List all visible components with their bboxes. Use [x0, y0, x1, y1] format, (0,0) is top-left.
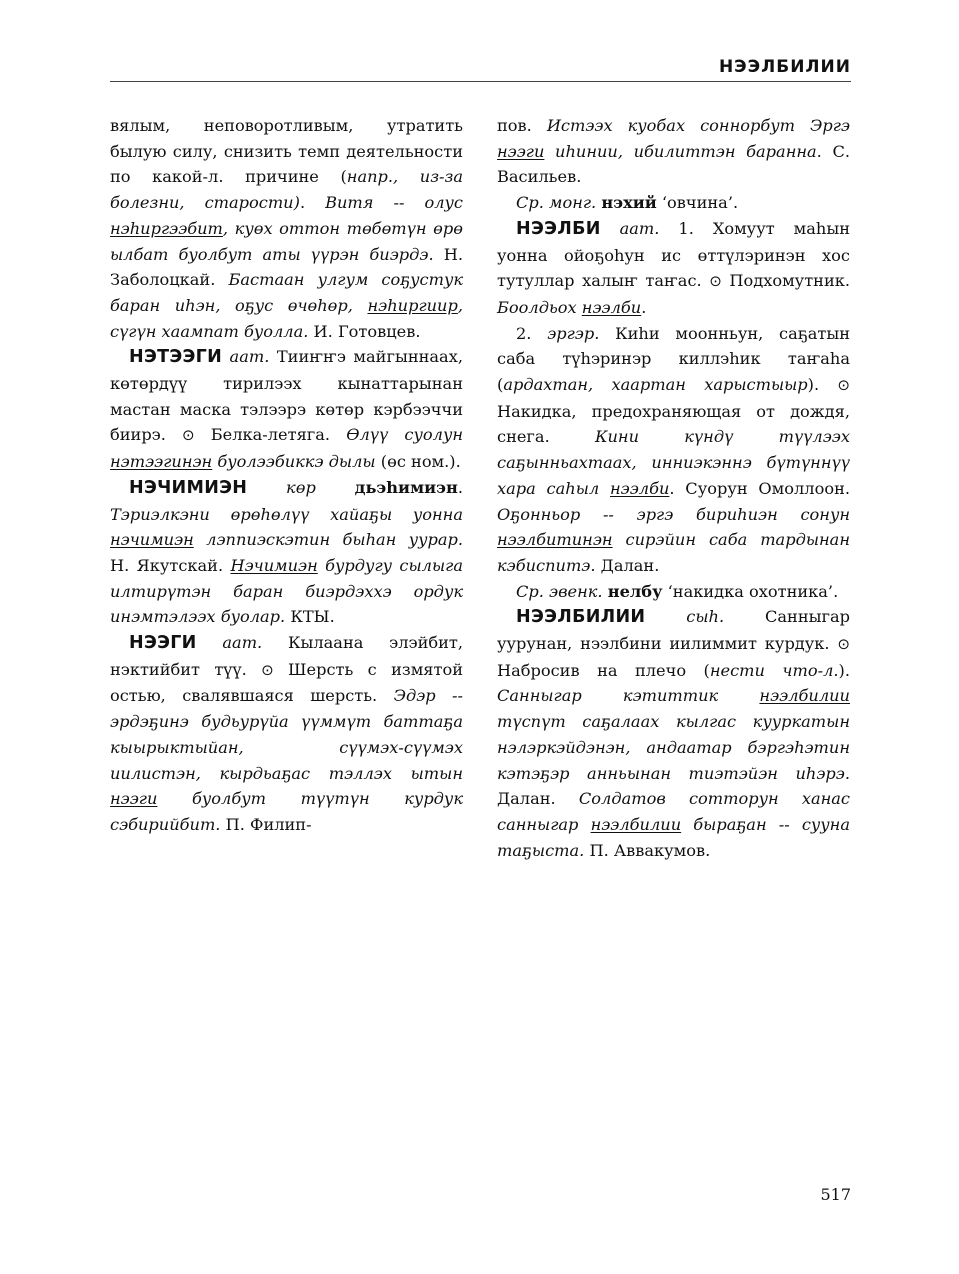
example-keyword: Нэчимиэн: [230, 555, 318, 575]
example-keyword: нэчимиэн: [110, 530, 194, 550]
comparison-note: Ср. монг. нэхий ‘овчина’.: [516, 193, 739, 213]
example-keyword: нээлбилии: [590, 814, 682, 834]
translation-marker-icon: ⊙: [837, 376, 850, 395]
left-column: [110, 113, 463, 838]
headword: НЭЭЛБИ: [516, 218, 601, 239]
entry-naalbi: НЭЭЛБИ аат. 1. Хомуут маһын уонна ойоҕоһун ис өттүлэринэн хос тутуллар халыҥ таҥас. ⊙ Подхомутник. Боолдьох нээлби.: [497, 218, 850, 317]
running-header: [110, 55, 851, 82]
translation-marker-icon: ⊙: [709, 272, 722, 291]
comparison-note: Ср. эвенк. нелбу ‘накидка охотника’.: [516, 581, 839, 601]
example-keyword: нээлбитинэн: [497, 530, 613, 550]
page-number: 517: [820, 1185, 851, 1204]
right-column: [497, 113, 850, 863]
headword: НЭЭГИ: [129, 633, 197, 654]
headword: НЭТЭЭГИ: [129, 347, 223, 368]
header-title: НЭЭЛБИЛИИ: [718, 57, 851, 77]
example-keyword: нэһиргээбит: [110, 218, 223, 238]
entry-naalbi-sense-2: 2. эргэр. Киһи моонньун, саҕатын саба түһэринэр киллэһик таҥаһа (ардахтан, хаартан харыстыыр). ⊙ Накидка, предохраняющая от дождя, снега. Кини күндү түүлээх саҕынньахтаах, инниэкэннэ бүтүннүү хара саһыл нээлби. Суорун Омоллоон. Оҕонньор -- эргэ бириһиэн сонун нээлбитинэн сирэйин саба тардынан кэбиспитэ. Далан.: [497, 323, 851, 575]
translation-marker-icon: ⊙: [261, 660, 274, 679]
translation-marker-icon: ⊙: [837, 635, 850, 654]
entry-naagi: НЭЭГИ аат. Кылаана элэйбит, нэктийбит түү. ⊙ Шерсть с измятой остью, свалявшаяся шерсть. Эдэр -- эрдэҕинэ будьурүйа үүммүт баттаҕа кыырыктыйан, сүүмэх-сүүмэх иилистэн, кырдьаҕас тэллэх ытын нээги буолбут түүтүн курдук сэбирийбит. П. Филип-: [110, 633, 463, 834]
example-keyword: нээлбилии: [759, 686, 850, 706]
example-keyword: нээлби: [609, 478, 670, 498]
entry-continuation: вялым, неповоротливым, утратить былую силу, снизить темп деятельности по какой-л. причине (напр., из-за болезни, старости). Витя -- олус нэһиргээбит, куөх оттон төбөтүн өрө ылбат буолбут аты үүрэн биэрдэ. Н. Заболоцкай. Бастаан улгум соҕустук баран иһэн, оҕус өчөһөр, нэһиргиир, сүгүн хаампат буолла. И. Готовцев.: [110, 116, 464, 341]
entry-nachimien: НЭЧИМИЭН көр дьэһимиэн. Тэриэлкэни өрөһөлүү хайаҕы уонна нэчимиэн лэппиэскэтин быһан уурар. Н. Якутскай. Нэчимиэн бурдугу сылыга илтирүтэн баран биэрдэххэ ордук инэмтэлээх буолар. КТЫ.: [110, 477, 463, 627]
headword: НЭЭЛБИЛИИ: [516, 607, 646, 628]
example-keyword: нээги: [497, 141, 545, 161]
entry-continuation: пов. Истээх куобах соннорбут Эргэ нээги иһинии, ибилиттэн баранна. С. Васильев.: [497, 116, 850, 187]
translation-marker-icon: ⊙: [182, 426, 195, 445]
example-keyword: нэтээгинэн: [110, 452, 213, 472]
headword: НЭЧИМИЭН: [129, 477, 248, 498]
example-keyword: нэһиргиир: [367, 295, 458, 315]
entry-naalbilii: НЭЭЛБИЛИИ сыһ. Санныгар уурунан, нээлбини иилиммит курдук. ⊙ Набросив на плечо (нести что-л.). Санныгар кэтиттик нээлбилии түспүт саҕалаах кылгас кууркатын нэлэркэйдэнэн, андаатар бэргэһэтин кэтэҕэр анньынан тиэтэйэн иһэрэ. Далан. Солдатов сотторун ханас санныгар нээлбилии быраҕан -- сууна таҕыста. П. Аввакумов.: [497, 607, 850, 860]
example-keyword: нээлби: [581, 297, 642, 317]
entry-netaagi: НЭТЭЭГИ аат. Тииҥҥэ майгыннаах, көтөрдүү тирилээх кынаттарынан мастан маска тэлээрэ көтөр кэрбээччи биирэ. ⊙ Белка-летяга. Өлүү суолун нэтээгинэн буолээбиккэ дылы (өс ном.).: [110, 347, 463, 472]
example-keyword: нээги: [110, 789, 158, 809]
cross-reference: дьэһимиэн: [354, 477, 458, 497]
